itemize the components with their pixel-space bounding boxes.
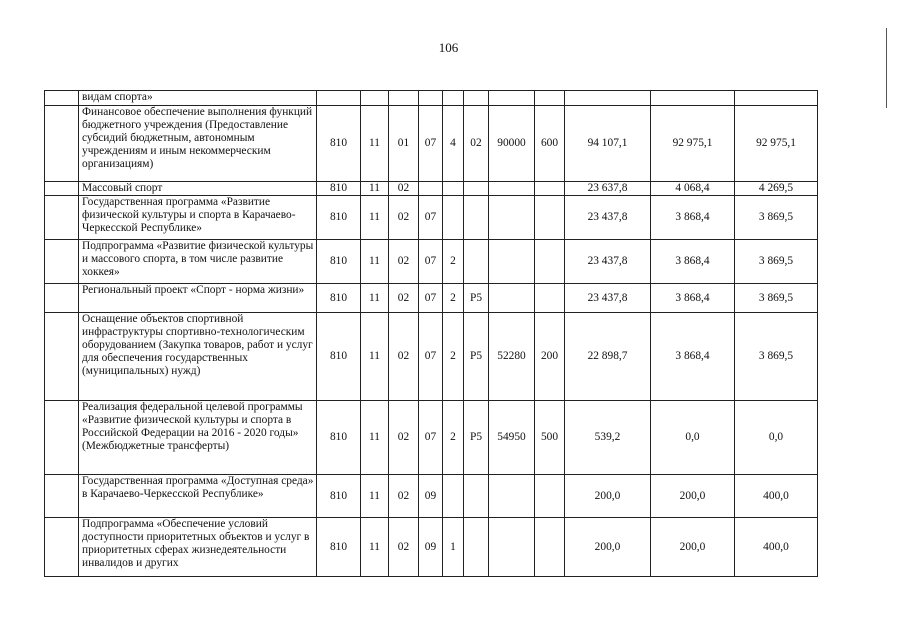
table-row xyxy=(45,518,818,577)
cell-ministry: 810 xyxy=(317,401,361,475)
cell-subsection: 02 xyxy=(389,240,419,284)
blank-cell xyxy=(45,196,79,240)
cell-ministry: 810 xyxy=(317,106,361,182)
cell-ministry: 810 xyxy=(317,518,361,577)
cell-amount-2 xyxy=(651,91,735,106)
cell-subprogram xyxy=(443,182,464,196)
cell-amount-2: 4 068,4 xyxy=(651,182,735,196)
blank-cell xyxy=(45,401,79,475)
cell-name: Финансовое обеспечение выполнения функций бюджетного учреждения (Предоставление субсидий бюджетным, автономным учреждениям и иным некоммерческим организациям) xyxy=(79,106,317,182)
cell-subprogram xyxy=(443,91,464,106)
cell-direction xyxy=(489,196,535,240)
cell-section: 11 xyxy=(361,196,389,240)
cell-main-event: P5 xyxy=(464,401,489,475)
blank-cell xyxy=(45,106,79,182)
cell-ministry: 810 xyxy=(317,313,361,401)
cell-direction xyxy=(489,182,535,196)
cell-amount-1: 200,0 xyxy=(565,475,651,518)
cell-amount-3: 400,0 xyxy=(735,518,818,577)
table-row xyxy=(45,196,818,240)
cell-name: Подпрограмма «Развитие физической культуры и массового спорта, в том числе развитие хоккея» xyxy=(79,240,317,284)
cell-direction xyxy=(489,518,535,577)
cell-name: видам спорта» xyxy=(79,91,317,106)
cell-main-event xyxy=(464,91,489,106)
cell-expense-type xyxy=(535,475,565,518)
cell-section: 11 xyxy=(361,518,389,577)
cell-direction xyxy=(489,284,535,313)
cell-expense-type xyxy=(535,240,565,284)
cell-amount-1: 23 437,8 xyxy=(565,196,651,240)
cell-main-event: P5 xyxy=(464,313,489,401)
cell-expense-type: 600 xyxy=(535,106,565,182)
cell-amount-2: 3 868,4 xyxy=(651,196,735,240)
cell-amount-2: 0,0 xyxy=(651,401,735,475)
cell-expense-type: 200 xyxy=(535,313,565,401)
cell-subprogram: 2 xyxy=(443,401,464,475)
blank-cell xyxy=(45,475,79,518)
cell-amount-1: 23 437,8 xyxy=(565,284,651,313)
cell-program: 07 xyxy=(419,240,443,284)
cell-subsection: 02 xyxy=(389,196,419,240)
cell-subsection: 02 xyxy=(389,401,419,475)
cell-direction xyxy=(489,91,535,106)
cell-amount-1: 200,0 xyxy=(565,518,651,577)
cell-direction xyxy=(489,475,535,518)
cell-subprogram: 2 xyxy=(443,240,464,284)
cell-program: 07 xyxy=(419,106,443,182)
cell-name: Реализация федеральной целевой программы «Развитие физической культуры и спорта в Российской Федерации на 2016 - 2020 годы» (Межбюджетные трансферты) xyxy=(79,401,317,475)
cell-subsection: 02 xyxy=(389,182,419,196)
cell-amount-3: 0,0 xyxy=(735,401,818,475)
cell-amount-3: 3 869,5 xyxy=(735,313,818,401)
cell-program: 09 xyxy=(419,475,443,518)
blank-cell xyxy=(45,518,79,577)
cell-amount-3: 400,0 xyxy=(735,475,818,518)
blank-cell xyxy=(45,284,79,313)
cell-direction: 52280 xyxy=(489,313,535,401)
cell-subprogram: 1 xyxy=(443,518,464,577)
table-row xyxy=(45,284,818,313)
cell-name: Региональный проект «Спорт - норма жизни» xyxy=(79,284,317,313)
cell-amount-3: 92 975,1 xyxy=(735,106,818,182)
cell-subsection: 02 xyxy=(389,518,419,577)
blank-cell xyxy=(45,91,79,106)
cell-section: 11 xyxy=(361,106,389,182)
table-body xyxy=(45,91,818,577)
cell-subsection: 02 xyxy=(389,313,419,401)
cell-main-event xyxy=(464,196,489,240)
cell-expense-type xyxy=(535,91,565,106)
cell-amount-2: 200,0 xyxy=(651,475,735,518)
cell-direction xyxy=(489,240,535,284)
cell-section: 11 xyxy=(361,313,389,401)
blank-cell xyxy=(45,313,79,401)
cell-amount-3: 3 869,5 xyxy=(735,284,818,313)
cell-main-event: 02 xyxy=(464,106,489,182)
table-row xyxy=(45,475,818,518)
cell-expense-type xyxy=(535,182,565,196)
cell-amount-2: 200,0 xyxy=(651,518,735,577)
cell-section: 11 xyxy=(361,182,389,196)
cell-amount-2: 3 868,4 xyxy=(651,240,735,284)
cell-section: 11 xyxy=(361,284,389,313)
cell-name: Государственная программа «Развитие физической культуры и спорта в Карачаево-Черкесской Республике» xyxy=(79,196,317,240)
cell-expense-type xyxy=(535,518,565,577)
cell-amount-1: 22 898,7 xyxy=(565,313,651,401)
cell-name: Массовый спорт xyxy=(79,182,317,196)
cell-program xyxy=(419,182,443,196)
table-row xyxy=(45,240,818,284)
budget-table xyxy=(44,90,818,577)
page-number: 106 xyxy=(438,40,459,55)
blank-cell xyxy=(45,240,79,284)
blank-cell xyxy=(45,182,79,196)
cell-program: 07 xyxy=(419,196,443,240)
cell-program xyxy=(419,91,443,106)
cell-subprogram xyxy=(443,475,464,518)
cell-amount-2: 3 868,4 xyxy=(651,313,735,401)
cell-program: 09 xyxy=(419,518,443,577)
cell-amount-3: 3 869,5 xyxy=(735,240,818,284)
cell-amount-1 xyxy=(565,91,651,106)
cell-amount-1: 539,2 xyxy=(565,401,651,475)
cell-program: 07 xyxy=(419,284,443,313)
table-row xyxy=(45,106,818,182)
cell-section: 11 xyxy=(361,240,389,284)
cell-section: 11 xyxy=(361,401,389,475)
cell-ministry: 810 xyxy=(317,240,361,284)
table-row xyxy=(45,91,818,106)
cell-direction: 54950 xyxy=(489,401,535,475)
cell-amount-1: 23 437,8 xyxy=(565,240,651,284)
cell-main-event xyxy=(464,475,489,518)
cell-expense-type xyxy=(535,196,565,240)
cell-ministry: 810 xyxy=(317,182,361,196)
cell-subprogram: 4 xyxy=(443,106,464,182)
cell-name: Подпрограмма «Обеспечение условий доступности приоритетных объектов и услуг в приоритетных сферах жизнедеятельности инвалидов и других xyxy=(79,518,317,577)
cell-section: 11 xyxy=(361,475,389,518)
cell-amount-1: 23 637,8 xyxy=(565,182,651,196)
cell-amount-1: 94 107,1 xyxy=(565,106,651,182)
cell-program: 07 xyxy=(419,313,443,401)
cell-amount-3 xyxy=(735,91,818,106)
cell-amount-2: 3 868,4 xyxy=(651,284,735,313)
cell-main-event: P5 xyxy=(464,284,489,313)
cell-main-event xyxy=(464,182,489,196)
cell-subsection: 02 xyxy=(389,284,419,313)
page-edge-line xyxy=(886,28,887,108)
cell-amount-3: 4 269,5 xyxy=(735,182,818,196)
table-row xyxy=(45,401,818,475)
cell-ministry: 810 xyxy=(317,196,361,240)
cell-section xyxy=(361,91,389,106)
cell-program: 07 xyxy=(419,401,443,475)
cell-subprogram: 2 xyxy=(443,284,464,313)
cell-subsection: 01 xyxy=(389,106,419,182)
cell-direction: 90000 xyxy=(489,106,535,182)
cell-ministry xyxy=(317,91,361,106)
cell-amount-3: 3 869,5 xyxy=(735,196,818,240)
cell-amount-2: 92 975,1 xyxy=(651,106,735,182)
table-row xyxy=(45,313,818,401)
cell-subprogram: 2 xyxy=(443,313,464,401)
cell-expense-type xyxy=(535,284,565,313)
cell-main-event xyxy=(464,240,489,284)
cell-expense-type: 500 xyxy=(535,401,565,475)
cell-subprogram xyxy=(443,196,464,240)
table-row xyxy=(45,182,818,196)
cell-ministry: 810 xyxy=(317,475,361,518)
cell-main-event xyxy=(464,518,489,577)
cell-subsection xyxy=(389,91,419,106)
cell-subsection: 02 xyxy=(389,475,419,518)
cell-ministry: 810 xyxy=(317,284,361,313)
cell-name: Государственная программа «Доступная среда» в Карачаево-Черкесской Республике» xyxy=(79,475,317,518)
cell-name: Оснащение объектов спортивной инфраструктуры спортивно-технологическим оборудованием (Закупка товаров, работ и услуг для обеспечения государственных (муниципальных) нужд) xyxy=(79,313,317,401)
